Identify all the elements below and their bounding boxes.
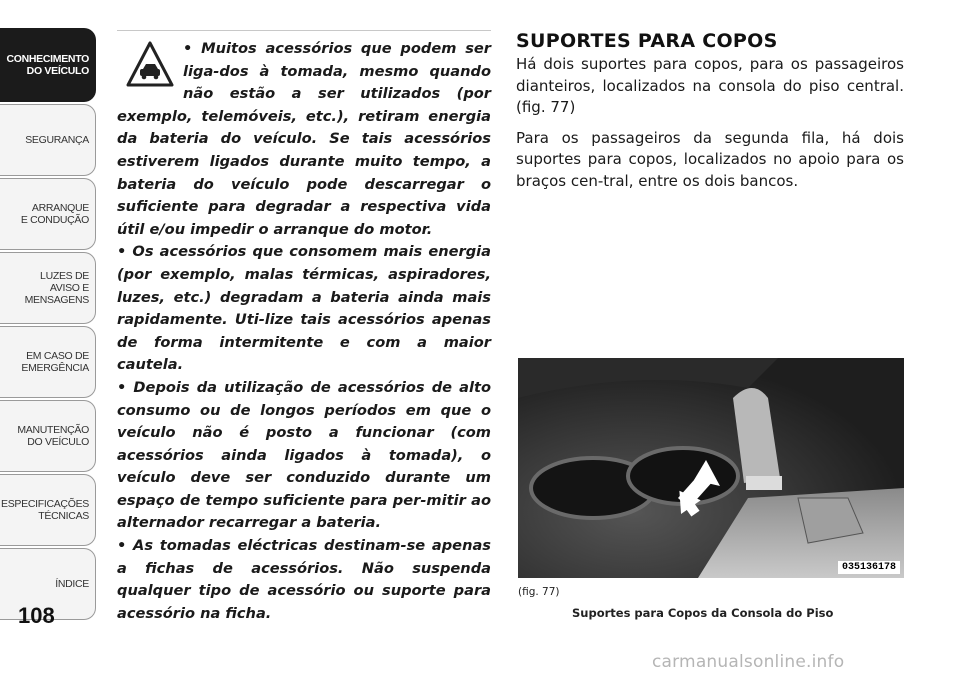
tab-label: ÍNDICE (55, 578, 89, 590)
tab-manutencao-do-veiculo[interactable] (0, 400, 96, 472)
tab-label: MANUTENÇÃO DO VEÍCULO (17, 424, 89, 448)
tab-luzes-de-aviso[interactable] (0, 252, 96, 324)
page-number: 108 (18, 603, 55, 628)
warning-paragraph: • Muitos acessórios que podem ser liga-dos à tomada, mesmo quando não estão a ser utilizados (por exemplo, telemóveis, etc.), retiram energia da bateria do veículo. Se tais acessórios estiverem ligados durante muito tempo, a bateria do veículo pode descarregar o suficiente para degradar a respectiva vida útil e/ou impedir o arranque do motor. (117, 40, 491, 238)
section-paragraph: Para os passageiros da segunda fila, há dois suportes para copos, localizados no apoio para os braços cen-tral, entre os dois bancos. (516, 128, 904, 190)
warning-paragraph: • As tomadas eléctricas destinam-se apenas a fichas de acessórios. Não suspenda qualquer tipo de acessório ou suporte para acessório na ficha. (117, 537, 491, 622)
warning-top-rule (117, 30, 491, 31)
section-cup-holders (516, 30, 904, 201)
tab-label: LUZES DE AVISO E MENSAGENS (24, 270, 89, 306)
figure-caption: Suportes para Copos da Consola do Piso (572, 606, 834, 620)
tab-label: ARRANQUE E CONDUÇÃO (20, 202, 89, 226)
cup-holder-photo (518, 358, 904, 578)
figure-label: (fig. 77) (518, 586, 560, 598)
chapter-sidebar (0, 0, 98, 640)
tab-especificacoes-tecnicas[interactable] (0, 474, 96, 546)
warning-text (117, 38, 491, 625)
watermark: carmanualsonline.info (652, 652, 845, 672)
console-illustration (518, 358, 904, 578)
figure-code: 035136178 (838, 561, 900, 574)
section-paragraph: Há dois suportes para copos, para os passageiros dianteiros, localizados na consola do piso central. (fig. 77) (516, 55, 904, 116)
section-title: SUPORTES PARA COPOS (516, 30, 778, 52)
tab-conhecimento-do-veiculo[interactable] (0, 28, 96, 102)
tab-label: ESPECIFICAÇÕES TÉCNICAS (1, 498, 89, 522)
tab-arranque-e-conducao[interactable] (0, 178, 96, 250)
tab-label: EM CASO DE EMERGÊNCIA (21, 350, 89, 374)
warning-paragraph: • Depois da utilização de acessórios de alto consumo ou de longos períodos em que o veículo não é posto a funcionar (com acessórios ainda ligados à tomada), o veículo deve ser conduzido durante um espaço de tempo suficiente para per-mitir ao alternador recarregar a bateria. (117, 378, 491, 532)
tab-label: CONHECIMENTO DO VEÍCULO (6, 53, 89, 77)
tab-label: SEGURANÇA (25, 134, 89, 146)
warning-paragraph: • Os acessórios que consomem mais energia (por exemplo, malas térmicas, aspiradores, luzes, etc.) degradam a bateria ainda mais rapidamente. Uti-lize tais acessórios apenas de forma intermitente e com a maior cautela. (117, 243, 491, 374)
tab-em-caso-de-emergencia[interactable] (0, 326, 96, 398)
tab-seguranca[interactable] (0, 104, 96, 176)
